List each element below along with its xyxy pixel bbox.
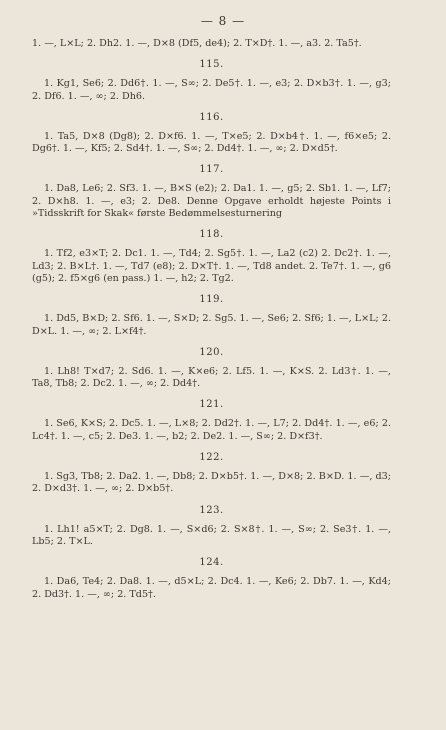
problem-solution: 1. Da6, Te4; 2. Da8. 1. —, d5×L; 2. Dc4. 1. —, Ke6; 2. Db7. 1. —, Kd4; 2. Dd3†. 1. —, ∞; 2. Td5†. xyxy=(32,576,391,600)
problem-solution: 1. Lh1! a5×T; 2. Dg8. 1. —, S×d6; 2. S×8†. 1. —, S∞; 2. Se3†. 1. —, Lb5; 2. T×L. xyxy=(32,523,391,547)
problem-123 xyxy=(32,505,391,549)
problem-solution: 1. Dd5, B×D; 2. Sf6. 1. —, S×D; 2. Sg5. 1. —, Se6; 2. Sf6; 1. —, L×L; 2. D×L. 1. —, ∞; 2. L×f4†. xyxy=(32,313,391,337)
problem-number: 120. xyxy=(199,346,224,358)
problem-number: 119. xyxy=(199,294,224,306)
problem-122 xyxy=(32,452,391,496)
problem-number: 118. xyxy=(199,229,224,241)
problem-124 xyxy=(32,557,391,601)
problem-117 xyxy=(32,164,391,220)
problem-119 xyxy=(32,294,391,338)
problem-number: 117. xyxy=(199,164,224,176)
problem-number: 123. xyxy=(199,504,224,516)
problem-solution: 1. Da8, Le6; 2. Sf3. 1. —, B×S (e2); 2. Da1. 1. —, g5; 2. Sb1. 1. —, Lf7; 2. D×h8. 1. —, e3; 2. De8. Denne Opgave erholdt højeste Points i »Tidsskrift for Skak« første Bedømmelsesturnering xyxy=(32,183,391,220)
problem-solution: 1. Sg3, Tb8; 2. Da2. 1. —, Db8; 2. D×b5†. 1. —, D×8; 2. B×D. 1. —, d3; 2. D×d3†. 1. —, ∞; 2. D×b5†. xyxy=(32,471,391,495)
problem-number: 124. xyxy=(199,557,224,569)
problem-solution: 1. Tf2, e3×T; 2. Dc1. 1. —, Td4; 2. Sg5†. 1. —, La2 (c2) 2. Dc2†. 1. —, Ld3; 2. B×L†. 1. —, Td7 (e8); 2. D×T†. 1. —, Td8 andet. 2. Te7†. 1. —, g6 (g5); 2. f5×g6 (en pass.) 1. —, h2; 2. Tg2. xyxy=(32,248,391,284)
problem-number: 116. xyxy=(199,111,224,123)
page-number: — 8 — xyxy=(200,14,246,28)
page-content xyxy=(32,38,391,601)
problem-121 xyxy=(32,399,391,443)
problem-116 xyxy=(32,112,391,156)
problem-solution: 1. Se6, K×S; 2. Dc5. 1. —, L×8; 2. Dd2†. 1. —, L7; 2. Dd4†. 1. —, e6; 2. Lc4†. 1. —, c5; 2. De3. 1. —, b2; 2. De2. 1. —, S∞; 2. D×f3†. xyxy=(32,418,391,442)
intro-paragraph: 1. —, L×L; 2. Dh2. 1. —, D×8 (Df5, de4); 2. T×D†. 1. —, a3. 2. Ta5†. xyxy=(32,38,362,49)
problem-solution: 1. Kg1, Se6; 2. Dd6†. 1. —, S∞; 2. De5†. 1. —, e3; 2. D×b3†. 1. —, g3; 2. Df6. 1. —, ∞; 2. Dh6. xyxy=(32,78,391,102)
problem-solution: 1. Ta5, D×8 (Dg8); 2. D×f6. 1. —, T×e5; 2. D×b4†. 1. —, f6×e5; 2. Dg6†. 1. —, Kf5; 2. Sd4†. 1. —, S∞; 2. Dd4†. 1. —, ∞; 2. D×d5†. xyxy=(32,130,391,155)
problem-number: 115. xyxy=(199,59,224,71)
problem-118 xyxy=(32,229,391,285)
problem-number: 121. xyxy=(199,399,224,411)
problem-solution: 1. Lh8! T×d7; 2. Sd6. 1. —, K×e6; 2. Lf5. 1. —, K×S. 2. Ld3†. 1. —, Ta8, Tb8; 2. Dc2. 1. —, ∞; 2. Dd4†. xyxy=(32,365,391,390)
problem-number: 122. xyxy=(199,452,224,464)
problem-120 xyxy=(32,347,391,391)
problem-115 xyxy=(32,59,391,103)
